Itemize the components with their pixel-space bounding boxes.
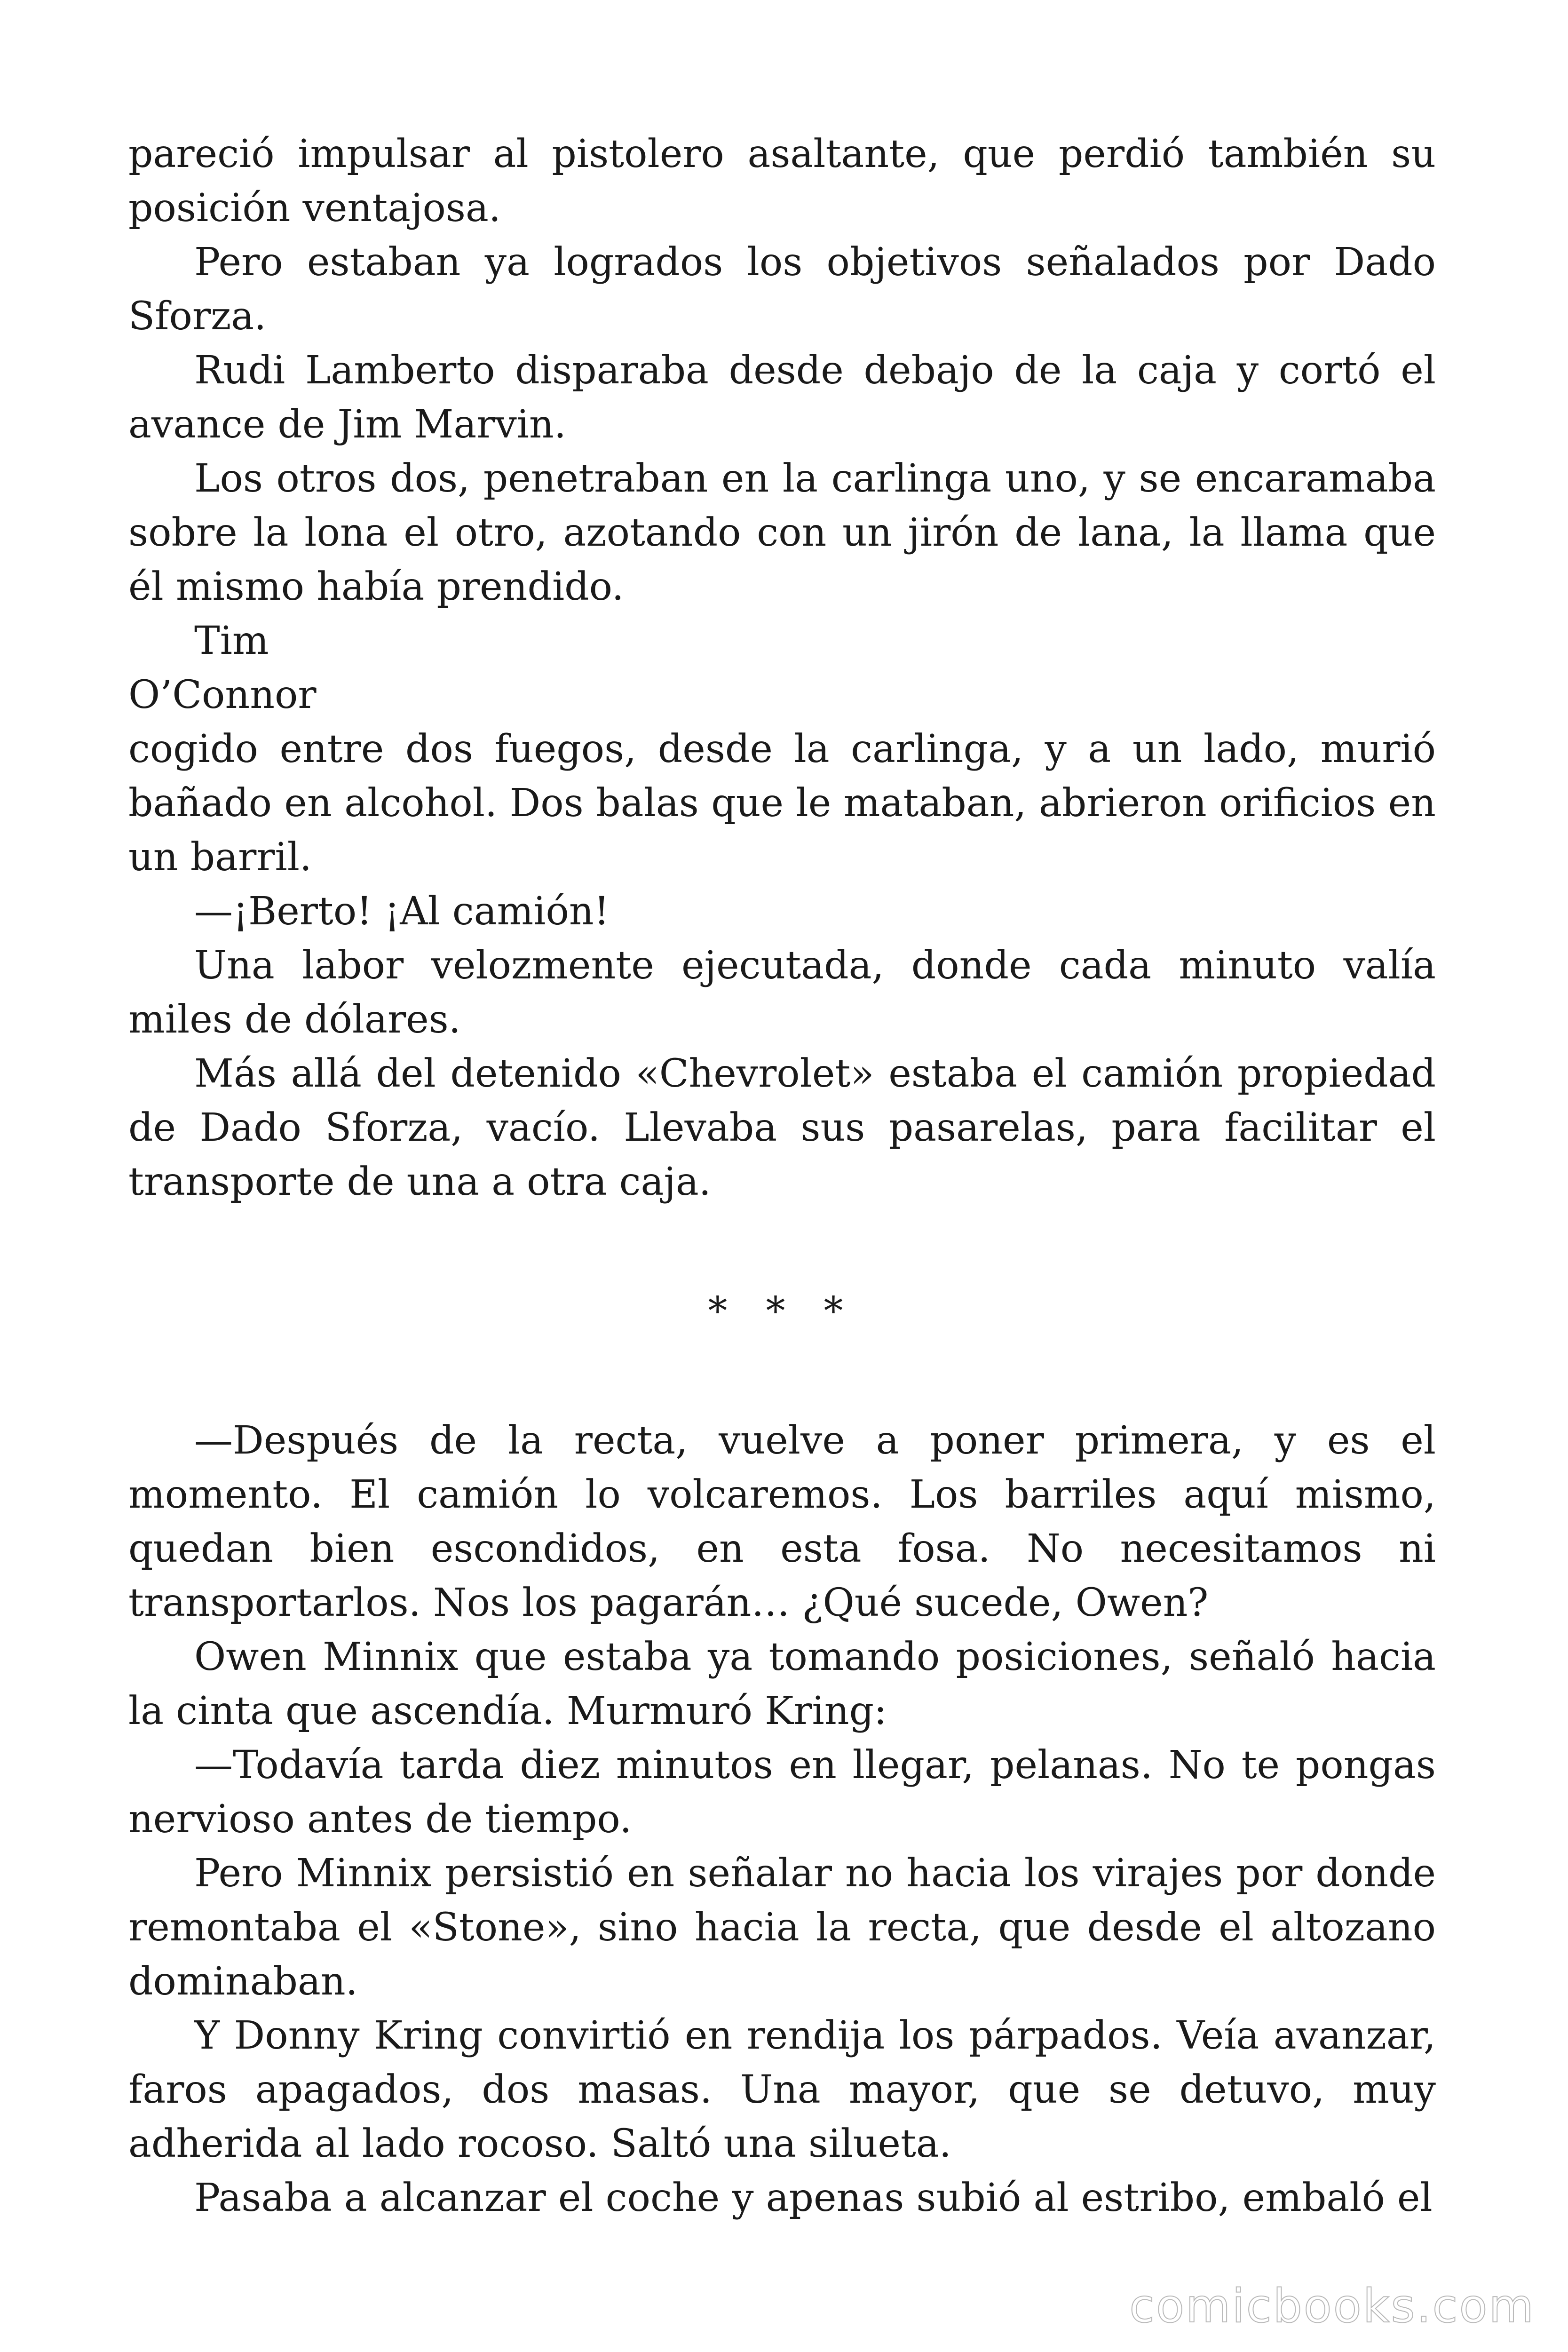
paragraph: —¡Berto! ¡Al camión! bbox=[194, 889, 610, 934]
paragraph: Pero estaban ya logrados los objetivos señalados por Dado Sforza. bbox=[128, 240, 1436, 339]
paragraph: —Después de la recta, vuelve a poner primera, y es el momento. El camión lo volcaremos. Los barriles aquí mismo, quedan bien escondidos, en esta fosa. No necesitamos ni transportarlos. Nos los pagarán… ¿Qué sucede, Owen? bbox=[128, 1418, 1436, 1625]
paragraph: Pero Minnix persistió en señalar no hacia los virajes por donde remontaba el «Stone», sino hacia la recta, que desde el altozano dominaban. bbox=[128, 1851, 1436, 2004]
paragraph: Owen Minnix que estaba ya tomando posiciones, señaló hacia la cinta que ascendía. Murmuró Kring: bbox=[128, 1635, 1436, 1733]
paragraph: cogido entre dos fuegos, desde la carlinga, y a un lado, murió bañado en alcohol. Dos balas que le mataban, abrieron orificios en un barril. bbox=[128, 727, 1436, 880]
text-block-part1 bbox=[128, 127, 1436, 1209]
paragraph: O’Connor bbox=[128, 673, 317, 717]
section-break: * * * bbox=[708, 1289, 856, 1334]
paragraph: Rudi Lamberto disparaba desde debajo de la caja y cortó el avance de Jim Marvin. bbox=[128, 348, 1436, 447]
watermark: comicbooks.com bbox=[1129, 2280, 1535, 2333]
book-page bbox=[128, 127, 1436, 2225]
paragraph: Pasaba a alcanzar el coche y apenas subió al estribo, embaló el bbox=[194, 2176, 1433, 2220]
paragraph: Y Donny Kring convirtió en rendija los párpados. Veía avanzar, faros apagados, dos masas. Una mayor, que se detuvo, muy adherida al lado rocoso. Saltó una silueta. bbox=[128, 2013, 1436, 2166]
paragraph: Los otros dos, penetraban en la carlinga uno, y se encaramaba sobre la lona el otro, azotando con un jirón de lana, la llama que él mismo había prendido. bbox=[128, 456, 1436, 609]
paragraph: pareció impulsar al pistolero asaltante, que perdió también su posición ventajosa. bbox=[128, 132, 1436, 230]
paragraph: Más allá del detenido «Chevrolet» estaba el camión propiedad de Dado Sforza, vacío. Llevaba sus pasarelas, para facilitar el transporte de una a otra caja. bbox=[128, 1051, 1436, 1204]
paragraph: Una labor velozmente ejecutada, donde cada minuto valía miles de dólares. bbox=[128, 943, 1436, 1042]
paragraph: Tim bbox=[194, 619, 269, 663]
text-block-part2 bbox=[128, 1414, 1436, 2225]
paragraph: —Todavía tarda diez minutos en llegar, pelanas. No te pongas nervioso antes de tiempo. bbox=[128, 1743, 1436, 1842]
